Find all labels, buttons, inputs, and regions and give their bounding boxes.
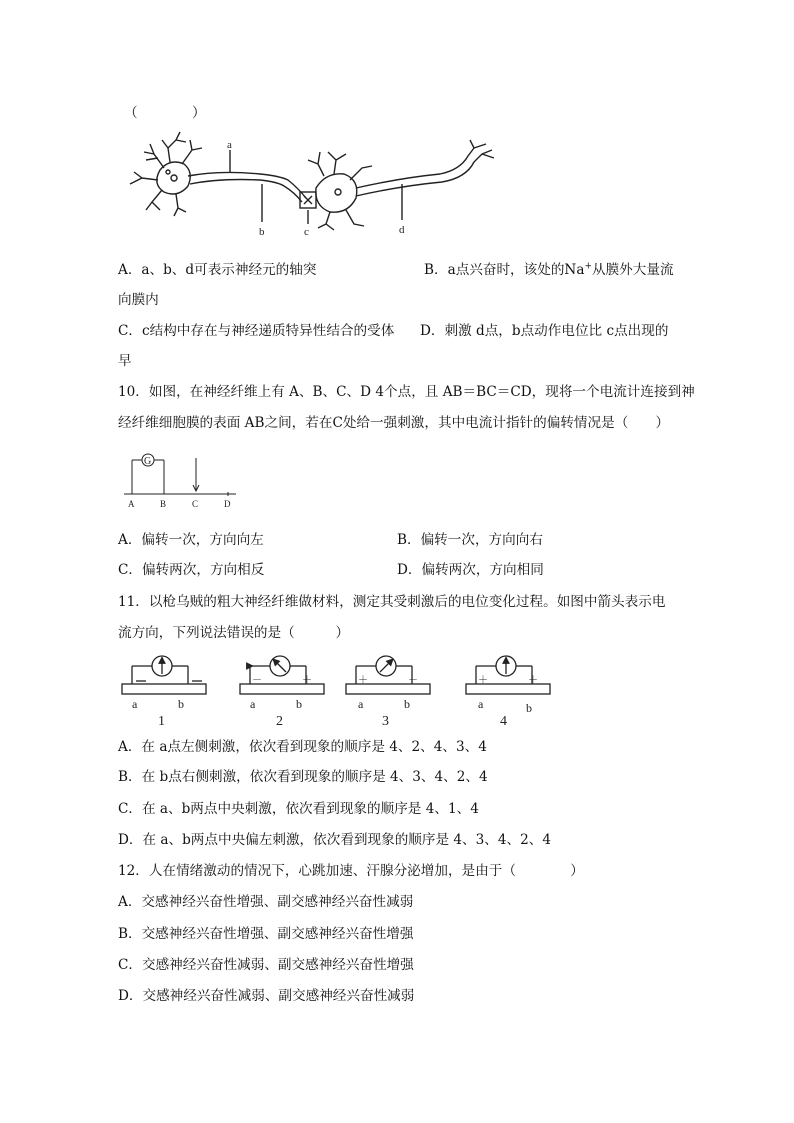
q9-option-d-continued: 早 xyxy=(118,353,132,369)
panel-4-number: 4 xyxy=(500,714,507,729)
neuron-label-b: b xyxy=(259,226,265,238)
panel-1-number: 1 xyxy=(158,714,165,729)
point-label-c: C xyxy=(192,499,199,509)
q10-option-d: D．偏转两次，方向相同 xyxy=(397,562,544,578)
q9-option-b-continued: 向膜内 xyxy=(118,292,159,308)
q12-option-c: C．交感神经兴奋性减弱、副交感神经兴奋性增强 xyxy=(118,957,414,973)
panel-2-left-sign: － xyxy=(252,675,262,686)
panel-3-right-sign: － xyxy=(408,675,418,686)
panel-4-right-sign: ＋ xyxy=(528,675,538,686)
neuron-diagram xyxy=(120,128,520,240)
point-label-d: D xyxy=(224,499,231,509)
panel-1-a: a xyxy=(132,697,138,711)
q9-answer-blank: （ ） xyxy=(124,105,206,121)
q9-option-d: D．刺激 d点，b点动作电位比 c点出现的 xyxy=(420,323,669,339)
panel-2-b: b xyxy=(296,697,302,711)
point-label-a: A xyxy=(128,499,135,509)
panel-2-number: 2 xyxy=(276,714,283,729)
panel-2-right-sign: ＋ xyxy=(302,675,312,686)
panel-3-a: a xyxy=(358,697,364,711)
q11-option-d: D．在 a、b两点中央偏左刺激，依次看到现象的顺序是 4、3、4、2、4 xyxy=(118,832,552,848)
q10-stem-line2: 经纤维细胞膜的表面 AB之间，若在C处给一强刺激，其中电流计指针的偏转情况是（ ） xyxy=(118,415,670,431)
q11-option-c: C．在 a、b两点中央刺激，依次看到现象的顺序是 4、1、4 xyxy=(118,801,479,817)
q12-option-a: A．交感神经兴奋性增强、副交感神经兴奋性减弱 xyxy=(118,894,414,910)
q11-option-b: B．在 b点右侧刺激，依次看到现象的顺序是 4、3、4、2、4 xyxy=(118,769,488,785)
panel-3-number: 3 xyxy=(382,714,389,729)
q11-option-a: A．在 a点左侧刺激，依次看到现象的顺序是 4、2、4、3、4 xyxy=(118,739,487,755)
panel-3-b: b xyxy=(404,697,410,711)
panel-4-b: b xyxy=(526,701,532,715)
point-label-b: B xyxy=(160,499,167,509)
neuron-label-d: d xyxy=(399,224,405,236)
q11-stem-line1: 11．以枪乌贼的粗大神经纤维做材料，测定其受刺激后的电位变化过程。如图中箭头表示电 xyxy=(118,594,666,610)
potential-change-diagram xyxy=(118,654,558,732)
q9-option-c: C．c结构中存在与神经递质特异性结合的受体 xyxy=(118,323,395,339)
q10-stem-line1: 10．如图，在神经纤维上有 A、B、C、D 4个点，且 AB＝BC＝CD，现将一个电流计连接到神 xyxy=(118,384,695,400)
q9-option-a: A．a、b、d可表示神经元的轴突 xyxy=(118,262,317,278)
panel-1 xyxy=(122,656,206,694)
panel-4-left-sign: ＋ xyxy=(478,675,488,686)
q12-option-b: B．交感神经兴奋性增强、副交感神经兴奋性增强 xyxy=(118,926,414,942)
panel-4-a: a xyxy=(478,697,484,711)
q9-option-b: B．a点兴奋时，该处的Na+从膜外大量流 xyxy=(424,261,674,278)
nerve-fiber-galvanometer-diagram xyxy=(120,448,250,512)
q10-option-b: B．偏转一次，方向向右 xyxy=(397,532,543,548)
panel-2-a: a xyxy=(250,697,256,711)
q12-option-d: D．交感神经兴奋性减弱、副交感神经兴奋性减弱 xyxy=(118,988,415,1004)
panel-3-left-sign: ＋ xyxy=(358,675,368,686)
q10-option-a: A．偏转一次，方向向左 xyxy=(118,532,264,548)
q11-stem-line2: 流方向，下列说法错误的是（ ） xyxy=(118,625,350,641)
galvanometer-label: G xyxy=(144,456,152,467)
panel-1-b: b xyxy=(178,697,184,711)
neuron-label-a: a xyxy=(227,139,232,151)
q10-option-c: C．偏转两次，方向相反 xyxy=(118,562,265,578)
q12-stem: 12．人在情绪激动的情况下，心跳加速、汗腺分泌增加，是由于（ ） xyxy=(118,863,584,879)
neuron-label-c: c xyxy=(304,226,309,238)
